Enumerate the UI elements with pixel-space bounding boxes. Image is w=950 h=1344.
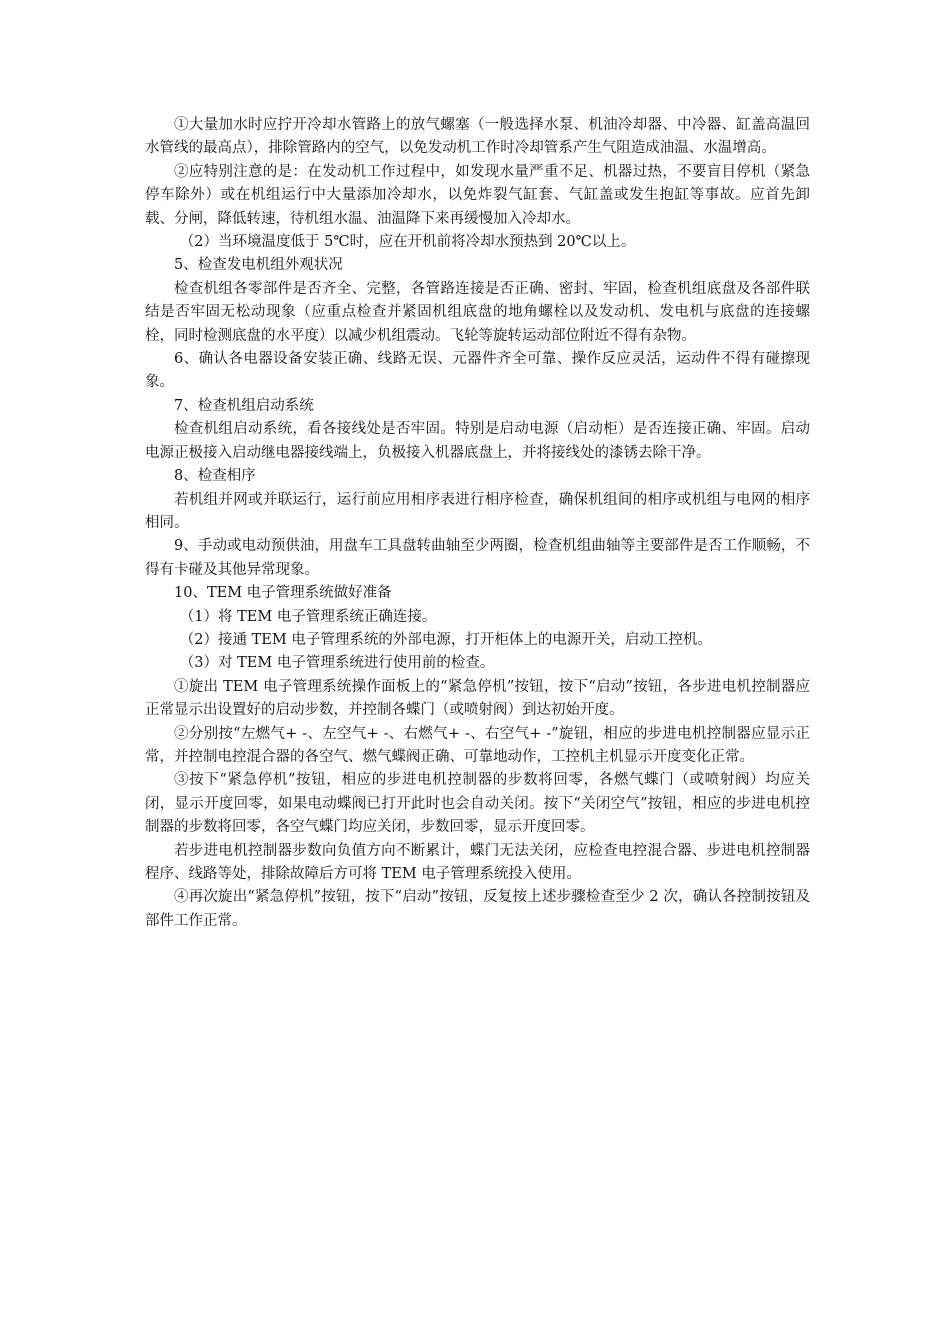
section-heading-9: 9、手动或电动预供油，用盘车工具盘转曲轴至少两圈，检查机组曲轴等主要部件是否工作顺畅，不得有卡碰及其他异常现象。 (145, 538, 810, 578)
paragraph-8: 检查机组启动系统，看各接线处是否牢固。特别是启动电源（启动柜）是否连接正确、牢固。启动电源正极接入启动继电器接线端上，负极接入机器底盘上，并将接线处的漆锈去除干净。 (145, 421, 810, 461)
section-heading-10: 10、TEM 电子管理系统做好准备 (174, 585, 392, 602)
paragraph-17: ②分别按“左燃气+ -、左空气+ -、右燃气+ -、右空气+ -”旋钮，相应的步进电机控制器应显示正常，并控制电控混合器的各空气、燃气蝶阀正确、可靠地动作，工控机主机显示开度变化正常。 (145, 725, 810, 765)
paragraph-18: ③按下“紧急停机”按钮，相应的步进电机控制器的步数将回零，各燃气蝶门（或喷射阀）均应关闭，显示开度回零，如果电动蝶阀已打开此时也会自动关闭。按下“关闭空气”按钮，相应的步进电机控制器的步数将回零，各空气蝶门均应关闭，步数回零，显示开度回零。 (145, 772, 810, 836)
paragraph-19: 若步进电机控制器步数向负值方向不断累计，蝶门无法关闭，应检查电控混合器、步进电机控制器程序、线路等处，排除故障后方可将 TEM 电子管理系统投入使用。 (145, 842, 810, 882)
paragraph-16: ①旋出 TEM 电子管理系统操作面板上的“紧急停机”按钮，按下“启动”按钮，各步进电机控制器应正常显示出设置好的启动步数，并控制各蝶门（或喷射阀）到达初始开度。 (145, 678, 810, 719)
document-page (145, 114, 810, 933)
paragraph-14: （2）接通 TEM 电子管理系统的外部电源，打开柜体上的电源开关，启动工控机。 (179, 631, 712, 648)
section-heading-5: 5、检查发电机组外观状况 (174, 257, 343, 274)
paragraph-1: ①大量加水时应拧开冷却水管路上的放气螺塞（一般选择水泵、机油冷却器、中冷器、缸盖高温回水管线的最高点），排除管路内的空气，以免发动机工作时冷却管系产生气阻造成油温、水温增高。 (145, 117, 810, 157)
paragraph-15: （3）对 TEM 电子管理系统进行使用前的检查。 (179, 655, 495, 672)
paragraph-5: 检查机组各零部件是否齐全、完整，各管路连接是否正确、密封、牢固，检查机组底盘及各部件联结是否牢固无松动现象（应重点检查并紧固机组底盘的地角螺栓以及发动机、发电机与底盘的连接螺栓，同时检测底盘的水平度）以减少机组震动。飞轮等旋转运动部位附近不得有杂物。 (145, 280, 810, 344)
section-heading-7: 7、检查机组启动系统 (174, 397, 314, 414)
paragraph-3: （2）当环境温度低于 5℃时，应在开机前将冷却水预热到 20℃以上。 (179, 234, 636, 251)
paragraph-2: ②应特别注意的是：在发动机工作过程中，如发现水量严重不足、机器过热，不要盲目停机（紧急停车除外）或在机组运行中大量添加冷却水，以免炸裂气缸套、气缸盖或发生抱缸等事故。应首先卸载、分闸，降低转速，待机组水温、油温降下来再缓慢加入冷却水。 (145, 163, 810, 227)
paragraph-13: （1）将 TEM 电子管理系统正确连接。 (179, 608, 437, 625)
section-heading-8: 8、检查相序 (174, 468, 256, 485)
section-heading-6: 6、确认各电器设备安装正确、线路无误、元器件齐全可靠、操作反应灵活，运动件不得有碰擦现象。 (145, 351, 810, 391)
paragraph-10: 若机组并网或并联运行，运行前应用相序表进行相序检查，确保机组间的相序或机组与电网的相序相同。 (145, 491, 810, 531)
paragraph-20: ④再次旋出“紧急停机”按钮，按下“启动”按钮，反复按上述步骤检查至少 2 次，确认各控制按钮及部件工作正常。 (145, 889, 810, 929)
